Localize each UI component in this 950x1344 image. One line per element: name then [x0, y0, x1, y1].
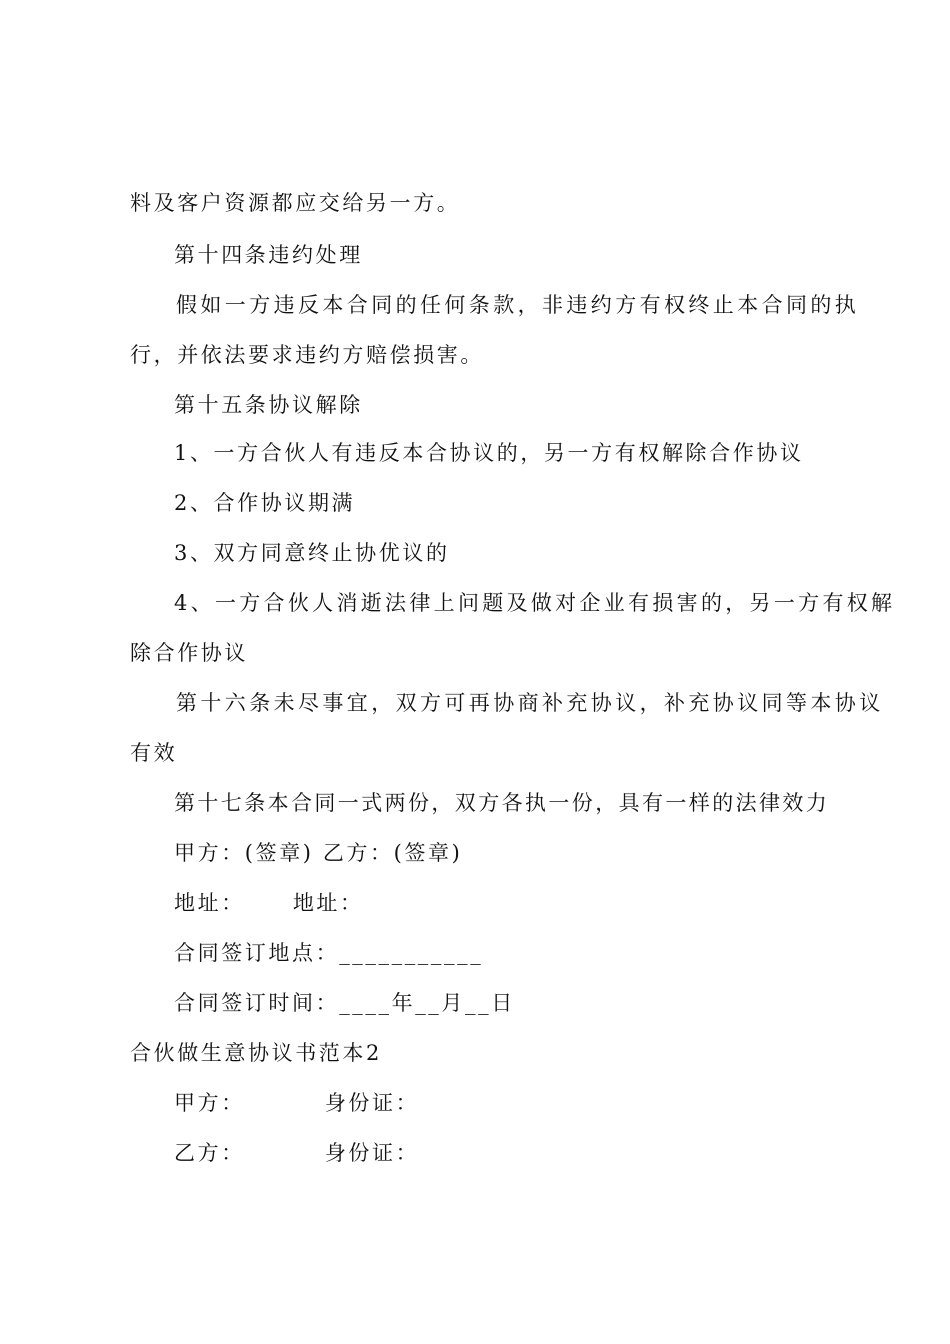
address-line — [174, 888, 364, 918]
paragraph-continuation: 料及客户资源都应交给另一方。 — [130, 191, 461, 215]
article-16-line-1: 第十六条未尽事宜，双方可再协商补充协议，补充协议同等本协议 — [176, 691, 884, 715]
article-14-text-line-1: 假如一方违反本合同的任何条款，非违约方有权终止本合同的执 — [176, 293, 860, 317]
party-b-line — [174, 1138, 419, 1168]
party-b-id-label: 身份证： — [324, 1141, 420, 1165]
article-14-heading: 第十四条违约处理 — [174, 243, 363, 267]
article-15-item-2: 2、合作协议期满 — [174, 491, 356, 515]
signing-date-line: 合同签订时间：____年__月__日 — [174, 991, 515, 1015]
party-a-label: 甲方： — [174, 1091, 245, 1115]
party-a-line — [174, 1088, 419, 1118]
article-17: 第十七条本合同一式两份，双方各执一份，具有一样的法律效力 — [174, 791, 830, 815]
article-15-heading: 第十五条协议解除 — [174, 393, 363, 417]
article-15-item-3: 3、双方同意终止协优议的 — [174, 541, 450, 565]
article-15-item-4-line-2: 除合作协议 — [130, 641, 248, 665]
signing-place-line: 合同签订地点：___________ — [174, 941, 484, 965]
template-2-title: 合伙做生意协议书范本2 — [130, 1041, 382, 1065]
article-15-item-1: 1、一方合伙人有违反本合协议的，另一方有权解除合作协议 — [174, 441, 804, 465]
address-left-label: 地址： — [174, 891, 245, 915]
party-b-label: 乙方： — [174, 1141, 245, 1165]
article-15-item-4-line-1: 4、一方合伙人消逝法律上问题及做对企业有损害的，另一方有权解 — [174, 591, 896, 615]
party-a-id-label: 身份证： — [324, 1091, 420, 1115]
article-16-line-2: 有效 — [130, 741, 178, 765]
signature-line: 甲方：(签章) 乙方：(签章) — [174, 841, 463, 865]
address-right-label: 地址： — [292, 891, 364, 915]
article-14-text-line-2: 行，并依法要求违约方赔偿损害。 — [130, 343, 484, 367]
